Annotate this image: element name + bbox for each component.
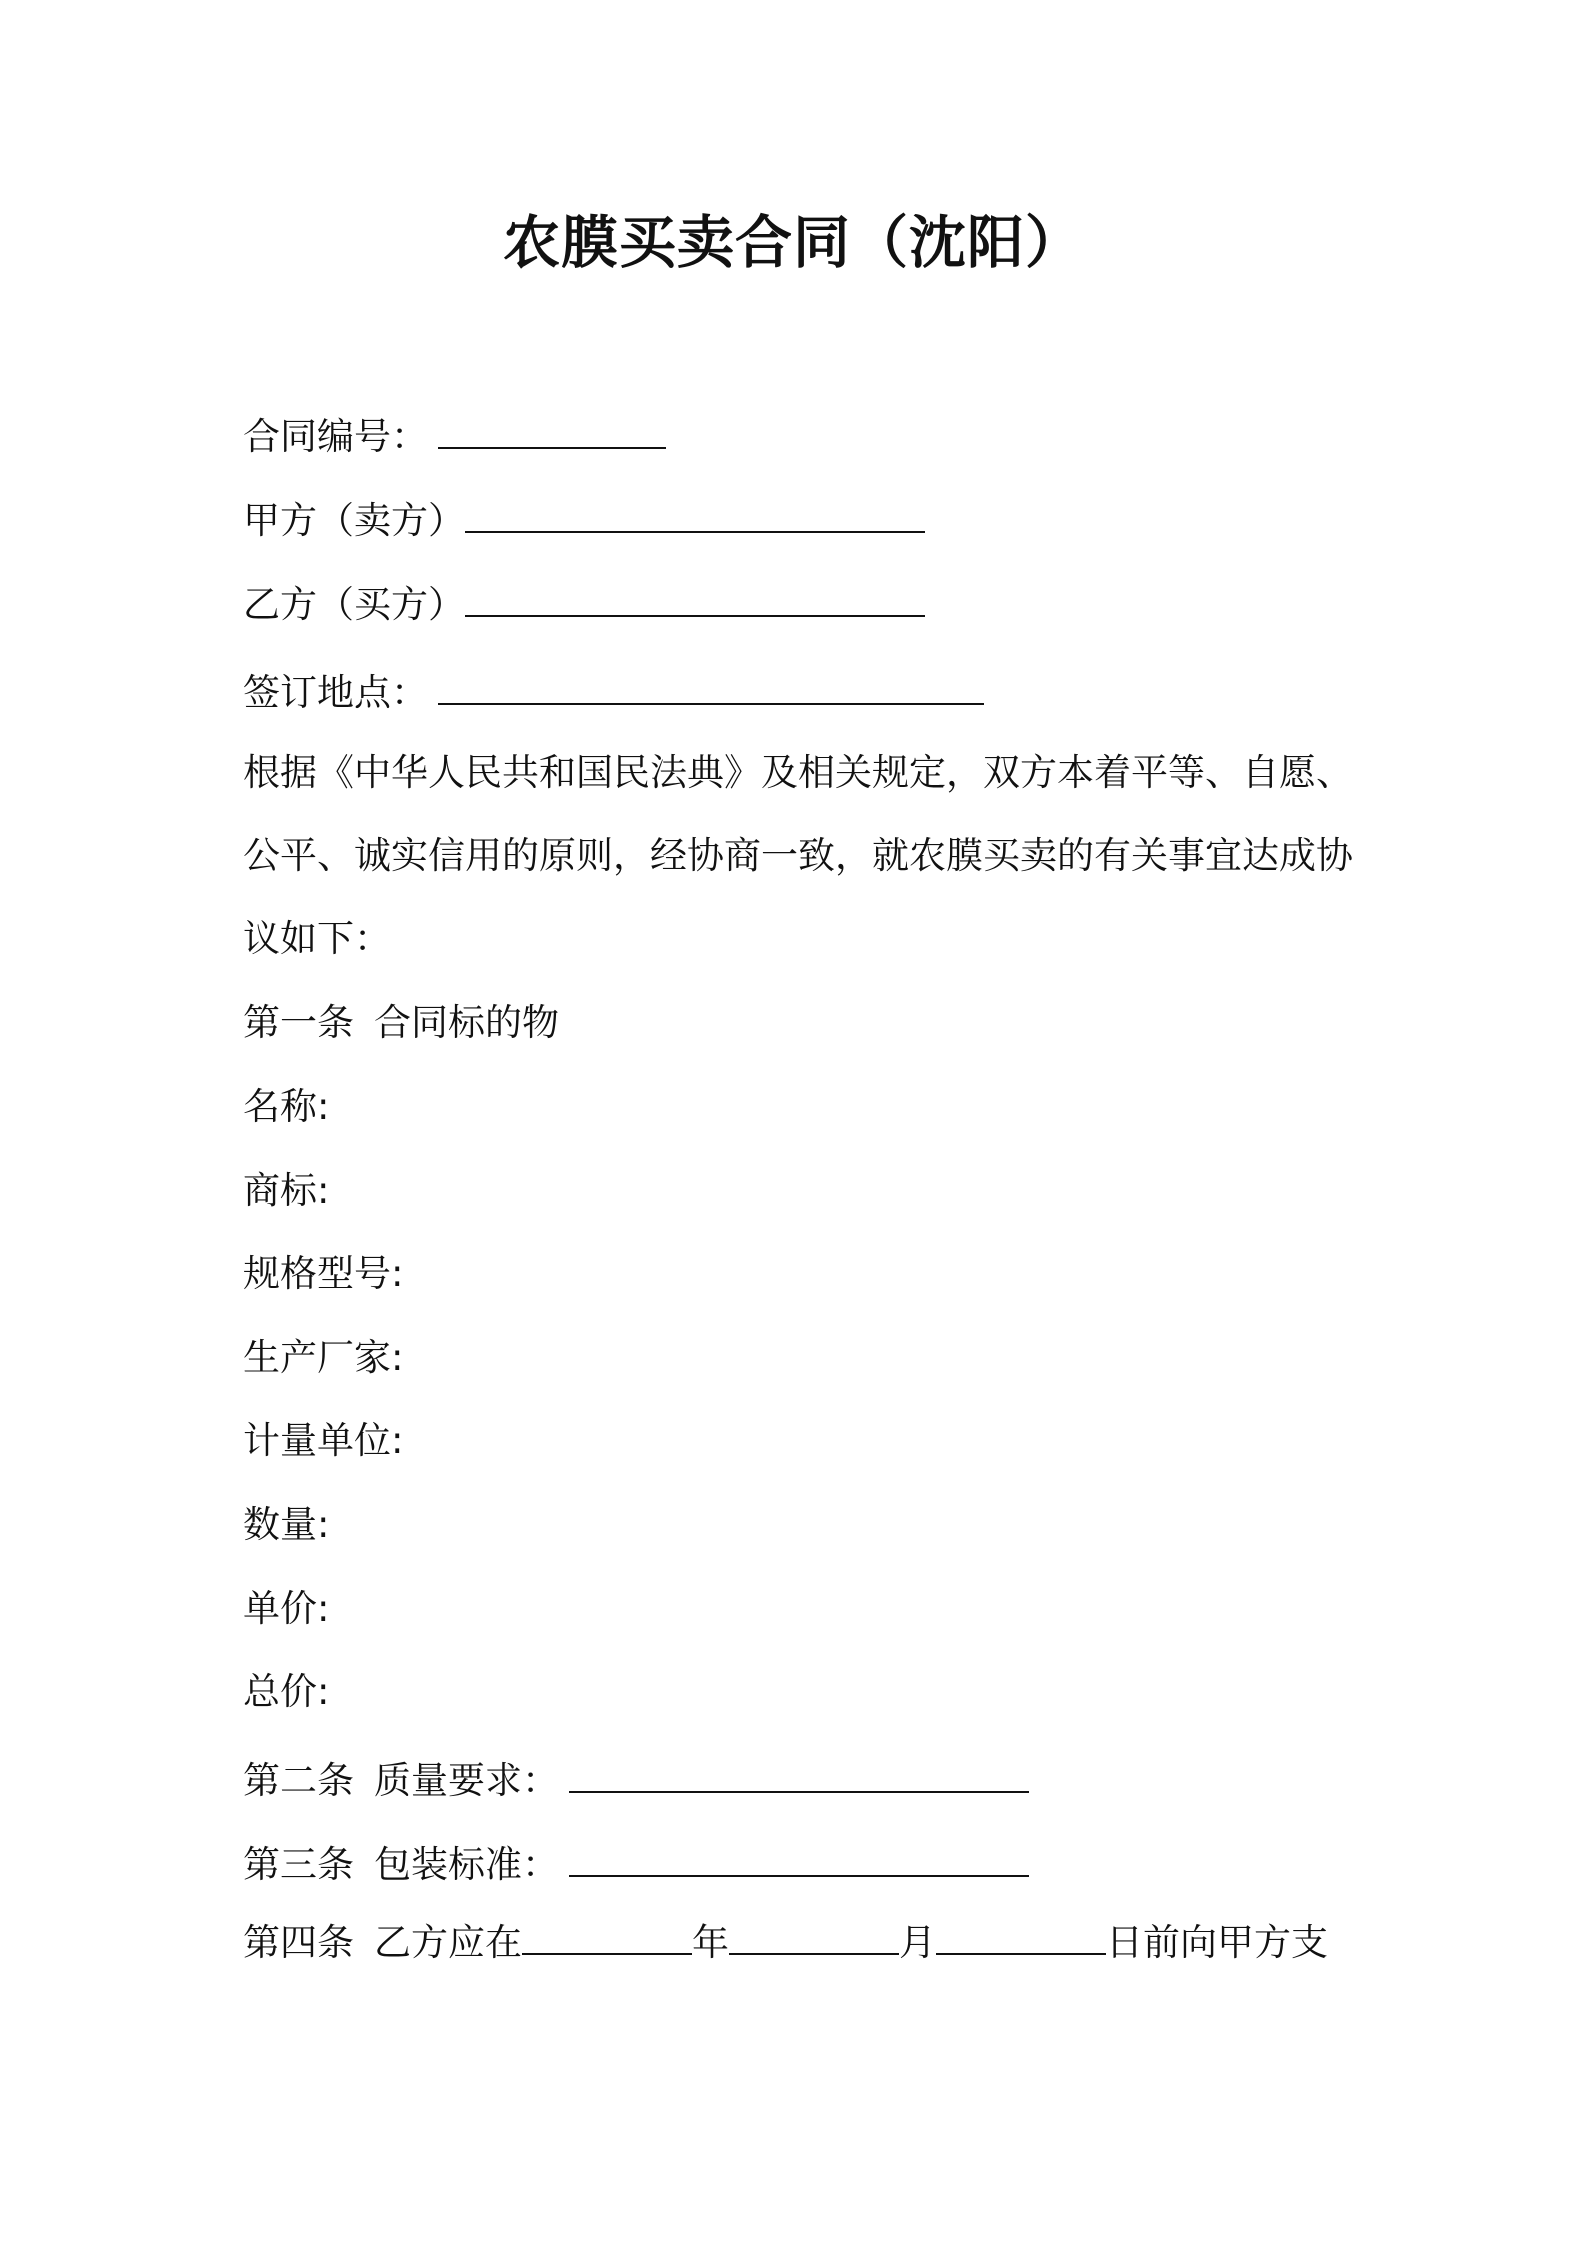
contract-number-line bbox=[243, 412, 666, 462]
contract-number-label: 合同编号： bbox=[243, 415, 428, 458]
item-spec-model: 规格型号: bbox=[243, 1252, 404, 1295]
item-name: 名称: bbox=[243, 1085, 330, 1128]
item-total-price: 总价: bbox=[243, 1670, 330, 1713]
article-2-line bbox=[243, 1756, 1029, 1806]
article-4-line bbox=[243, 1918, 1328, 1968]
article-1-title: 合同标的物 bbox=[374, 1001, 559, 1044]
party-b-blank bbox=[465, 581, 925, 617]
article-4-text-start: 乙方应在 bbox=[374, 1921, 522, 1964]
article-2-number: 第二条 bbox=[243, 1759, 354, 1802]
party-b-line bbox=[243, 580, 925, 630]
item-manufacturer: 生产厂家: bbox=[243, 1336, 404, 1379]
sign-place-blank bbox=[438, 669, 984, 705]
sign-place-label: 签订地点： bbox=[243, 671, 428, 714]
party-a-line bbox=[243, 496, 925, 546]
party-a-label: 甲方（卖方） bbox=[243, 499, 465, 542]
article-3-blank bbox=[569, 1841, 1029, 1877]
party-b-label: 乙方（买方） bbox=[243, 583, 465, 626]
item-unit-price: 单价: bbox=[243, 1587, 330, 1630]
article-1-number: 第一条 bbox=[243, 1001, 354, 1044]
article-2-blank bbox=[569, 1757, 1029, 1793]
article-2-title: 质量要求： bbox=[374, 1759, 559, 1802]
sign-place-line bbox=[243, 668, 984, 718]
article-4-text-end: 日前向甲方支 bbox=[1106, 1921, 1328, 1964]
article-3-title: 包装标准： bbox=[374, 1843, 559, 1886]
item-quantity: 数量: bbox=[243, 1503, 330, 1546]
article-4-number: 第四条 bbox=[243, 1921, 354, 1964]
month-blank bbox=[729, 1919, 899, 1955]
year-label: 年 bbox=[692, 1921, 729, 1964]
article-1-heading bbox=[243, 998, 559, 1048]
document-title: 农膜买卖合同（沈阳） bbox=[503, 210, 1083, 276]
article-3-number: 第三条 bbox=[243, 1843, 354, 1886]
day-blank bbox=[936, 1919, 1106, 1955]
intro-line-2: 公平、诚实信用的原则，经协商一致，就农膜买卖的有关事宜达成协 bbox=[243, 834, 1353, 877]
item-unit: 计量单位: bbox=[243, 1419, 404, 1462]
party-a-blank bbox=[465, 497, 925, 533]
intro-line-1: 根据《中华人民共和国民法典》及相关规定，双方本着平等、自愿、 bbox=[243, 751, 1353, 794]
month-label: 月 bbox=[899, 1921, 936, 1964]
contract-number-blank bbox=[438, 413, 666, 449]
article-3-line bbox=[243, 1840, 1029, 1890]
item-trademark: 商标: bbox=[243, 1169, 330, 1212]
year-blank bbox=[522, 1919, 692, 1955]
intro-line-3: 议如下： bbox=[243, 917, 391, 960]
